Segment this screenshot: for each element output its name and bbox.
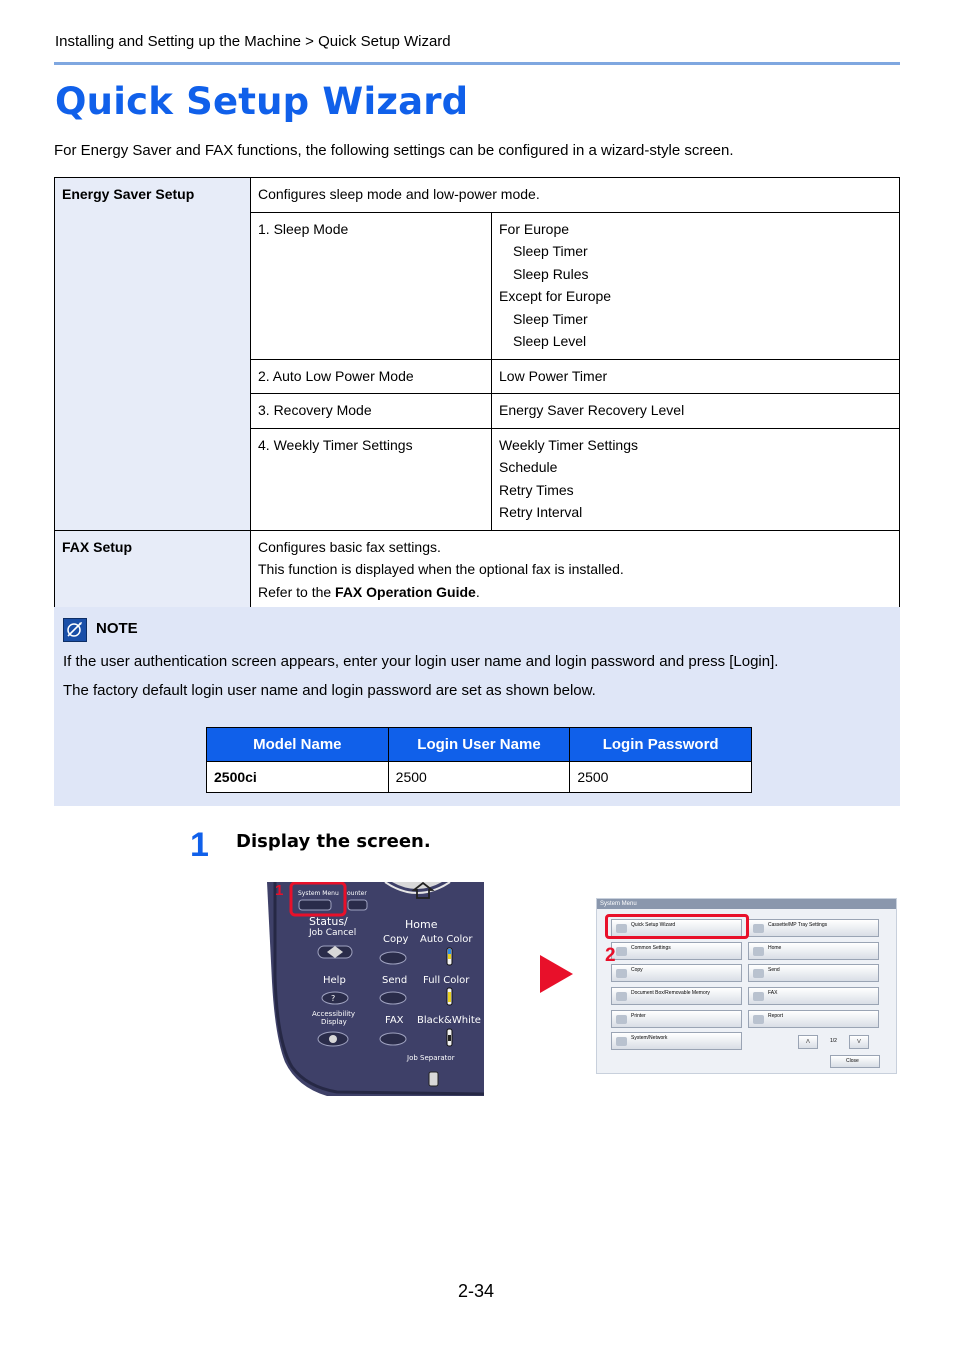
button-label: System/Network: [631, 1035, 668, 1041]
help-key-label: Help: [323, 975, 346, 986]
detail-line: For Europe: [499, 220, 570, 237]
row-details: Low Power Timer: [492, 359, 900, 394]
page-number: 2-34: [458, 1281, 495, 1301]
row-details: [492, 428, 900, 530]
breadcrumb: Installing and Setting up the Machine > Quick Setup Wizard: [55, 33, 451, 50]
control-panel-illustration: [267, 882, 484, 1096]
row-item: 2. Auto Low Power Mode: [251, 359, 492, 394]
printer-button[interactable]: [611, 1010, 742, 1028]
row-item: 3. Recovery Mode: [251, 394, 492, 429]
copy-button[interactable]: [611, 964, 742, 982]
note-label: NOTE: [96, 620, 138, 637]
fax-setup-label: FAX Setup: [55, 530, 251, 610]
system-menu-key-label: System Menu: [298, 890, 339, 897]
accessibility-key-label: Accessibility: [312, 1010, 356, 1018]
button-label: Home: [768, 945, 782, 951]
job-separator-key-label: Job Separator: [407, 1054, 455, 1062]
screen-callout-number: 2: [605, 945, 616, 966]
step-number: 1: [190, 826, 209, 864]
button-label: Cassette/MP Tray Settings: [768, 922, 828, 928]
detail-line: Except for Europe: [499, 288, 612, 304]
system-menu-screen: [596, 898, 897, 1074]
table-header-row: [207, 728, 752, 762]
energy-saver-label: Energy Saver Setup: [55, 178, 251, 531]
copy-icon: [616, 969, 627, 978]
home-button[interactable]: [748, 942, 879, 960]
display-key-label: Display: [321, 1018, 347, 1026]
panel-callout-number: 1: [275, 882, 284, 899]
settings-table: [54, 177, 900, 610]
detail-line: Sleep Timer: [513, 243, 588, 259]
login-password-cell: 2500: [570, 762, 752, 793]
detail-line: [258, 581, 892, 604]
job-cancel-key-label: Job Cancel: [309, 928, 357, 938]
folder-icon: [616, 992, 627, 1001]
next-arrow-icon: [540, 955, 573, 993]
send-icon: [753, 969, 764, 978]
network-icon: [616, 1037, 627, 1046]
login-user-cell: 2500: [388, 762, 570, 793]
fax-guide-link: FAX Operation Guide: [335, 583, 476, 600]
detail-line: Retry Interval: [499, 504, 583, 520]
printer-icon: [616, 1015, 627, 1024]
page-title: Quick Setup Wizard: [55, 80, 469, 123]
full-color-key-label: Full Color: [423, 975, 470, 986]
auto-color-key-label: Auto Color: [420, 934, 473, 945]
detail-line: Sleep Level: [513, 333, 587, 349]
model-name-cell: 2500ci: [207, 762, 389, 793]
energy-saver-summary: Configures sleep mode and low-power mode.: [251, 178, 900, 213]
detail-line: Retry Times: [499, 481, 574, 498]
button-label: Send: [768, 967, 780, 973]
button-label: Quick Setup Wizard: [631, 922, 676, 928]
refer-suffix: .: [475, 583, 480, 600]
table-row: [55, 530, 900, 610]
black-white-key-label: Black&White: [417, 1015, 481, 1026]
page-down-button[interactable]: [849, 1035, 869, 1049]
cassette-tray-button[interactable]: [748, 919, 879, 937]
fax-icon: [753, 992, 764, 1001]
system-network-button[interactable]: [611, 1032, 742, 1050]
button-label: Document Box/Removable Memory: [631, 990, 710, 996]
tray-icon: [753, 924, 764, 933]
detail-line: Sleep Rules: [513, 265, 589, 282]
detail-line: Sleep Timer: [513, 310, 588, 327]
chevron-up-icon: ˄: [805, 1037, 811, 1046]
close-label: Close: [846, 1058, 859, 1064]
row-details: Energy Saver Recovery Level: [492, 394, 900, 429]
counter-key-label: ounter: [347, 890, 367, 897]
table-row: [207, 762, 752, 793]
page-up-button[interactable]: [798, 1035, 818, 1049]
page-indicator: 1/2: [830, 1038, 837, 1044]
home-icon: [753, 947, 764, 956]
note-paragraph: If the user authentication screen appears, enter your login user name and login password and press [Login].: [63, 653, 779, 670]
button-label: Report: [768, 1013, 784, 1019]
column-header: Login User Name: [388, 728, 570, 762]
button-label: Copy: [631, 967, 643, 973]
login-table: [206, 727, 752, 793]
step-text: Display the screen.: [236, 831, 431, 852]
highlight-frame: [605, 914, 749, 939]
row-item: 4. Weekly Timer Settings: [251, 428, 492, 530]
report-icon: [753, 1015, 764, 1024]
fax-button[interactable]: [748, 987, 879, 1005]
screen-title: System Menu: [597, 899, 896, 909]
button-label: FAX: [768, 990, 778, 996]
home-key-label: Home: [405, 918, 438, 931]
detail-line: This function is displayed when the optional fax is installed.: [258, 561, 624, 577]
status-key-label: Status/: [309, 915, 348, 928]
fax-setup-details: [251, 530, 900, 610]
send-button[interactable]: [748, 964, 879, 982]
column-header: Model Name: [207, 728, 389, 762]
header-rule: [54, 62, 900, 65]
note-paragraph: The factory default login user name and login password are set as shown below.: [63, 682, 596, 699]
row-item: 1. Sleep Mode: [251, 212, 492, 359]
fax-key-label: FAX: [385, 1015, 404, 1026]
refer-prefix: Refer to the: [258, 583, 336, 600]
button-label: Common Settings: [631, 945, 671, 951]
button-label: Printer: [631, 1013, 646, 1019]
table-row: [55, 178, 900, 213]
row-details: [492, 212, 900, 359]
document-box-button[interactable]: [611, 987, 742, 1005]
detail-line: Weekly Timer Settings: [499, 436, 639, 453]
close-button[interactable]: [830, 1055, 880, 1068]
detail-line: Schedule: [499, 459, 558, 475]
settings-icon: [616, 947, 627, 956]
svg-text:?: ?: [331, 994, 336, 1003]
send-key-label: Send: [382, 975, 408, 986]
copy-key-label: Copy: [383, 934, 409, 945]
detail-line: Configures basic fax settings.: [258, 538, 441, 555]
common-settings-button[interactable]: [611, 942, 742, 960]
note-icon: [63, 618, 87, 642]
intro-paragraph: For Energy Saver and FAX functions, the following settings can be configured in a wizard-style screen.: [54, 142, 734, 159]
report-button[interactable]: [748, 1010, 879, 1028]
column-header: Login Password: [570, 728, 752, 762]
chevron-down-icon: ˅: [856, 1037, 862, 1046]
